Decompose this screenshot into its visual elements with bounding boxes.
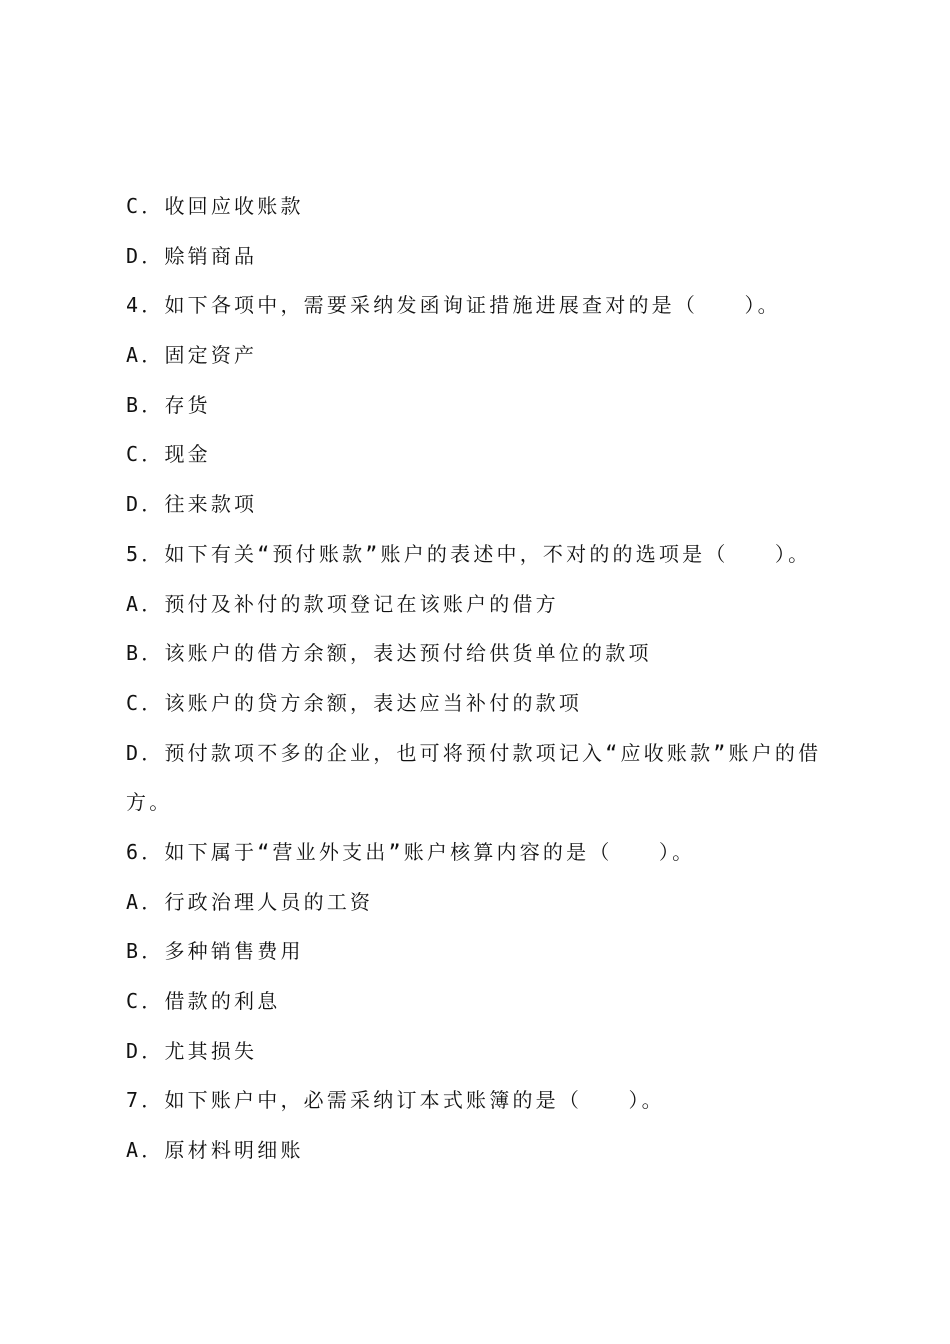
q5-option-a: A．预付及补付的款项登记在该账户的借方 bbox=[126, 591, 559, 616]
q4-option-b: B．存货 bbox=[126, 392, 211, 417]
q4-option-c: C．现金 bbox=[126, 442, 211, 467]
option-d-line: D．赊销商品 bbox=[126, 243, 258, 268]
q4-option-a: A．固定资产 bbox=[126, 343, 258, 368]
q5-option-d: D．预付款项不多的企业，也可将预付款项记入“应收账款”账户的借 bbox=[126, 740, 822, 765]
q5-option-b: B．该账户的借方余额，表达预付给供货单位的款项 bbox=[126, 641, 652, 666]
q5-option-c: C．该账户的贷方余额，表达应当补付的款项 bbox=[126, 690, 583, 715]
q6-option-b: B．多种销售费用 bbox=[126, 939, 304, 964]
q7-option-a: A．原材料明细账 bbox=[126, 1138, 304, 1163]
question-7: 7．如下账户中，必需采纳订本式账簿的是（ ）。 bbox=[126, 1088, 665, 1113]
question-4: 4．如下各项中，需要采纳发函询证措施进展查对的是（ ）。 bbox=[126, 293, 781, 318]
q6-option-d: D．尤其损失 bbox=[126, 1038, 258, 1063]
q4-option-d: D．往来款项 bbox=[126, 492, 258, 517]
q5-option-d-continued: 方。 bbox=[126, 790, 173, 815]
question-5: 5．如下有关“预付账款”账户的表述中，不对的的选项是（ ）。 bbox=[126, 541, 812, 566]
q6-option-c: C．借款的利息 bbox=[126, 989, 281, 1013]
q6-option-a: A．行政治理人员的工资 bbox=[126, 889, 374, 914]
option-c-line: C．收回应收账款 bbox=[126, 194, 304, 218]
text-body bbox=[126, 190, 846, 1184]
question-6: 6．如下属于“营业外支出”账户核算内容的是（ ）。 bbox=[126, 839, 696, 864]
